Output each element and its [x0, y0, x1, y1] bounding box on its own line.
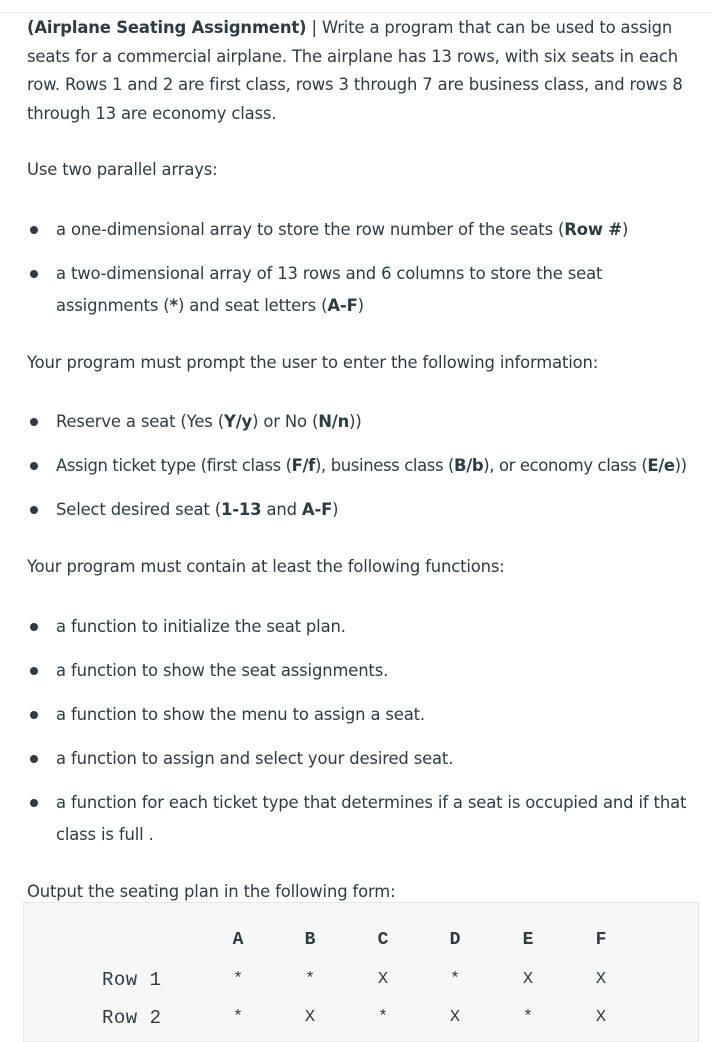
- problem-statement: [27, 14, 695, 906]
- column-header-c: C: [377, 930, 389, 950]
- seat-cell: X: [522, 970, 534, 989]
- list-item-text: ): [332, 500, 339, 519]
- column-header-f: F: [595, 930, 607, 950]
- list-item: [27, 258, 695, 322]
- column-header-e: E: [522, 930, 534, 950]
- list-item-bold: A-F: [301, 500, 333, 519]
- row-label-1: Row 1: [102, 969, 162, 991]
- list-item-text: a two-dimensional array of 13 rows and 6 columns to store the seat assignments (: [56, 263, 603, 315]
- column-header-d: D: [449, 930, 461, 950]
- list-item-text: ): [357, 295, 364, 315]
- output-lead: Output the seating plan in the following form:: [27, 881, 396, 901]
- list-item-bold: *: [169, 295, 178, 315]
- list-item-text: and: [261, 500, 302, 519]
- seat-cell: *: [232, 970, 244, 989]
- list-item: [27, 214, 695, 246]
- seat-cell: X: [595, 1008, 607, 1027]
- seat-cell: *: [522, 1008, 534, 1027]
- list-item: [27, 406, 695, 438]
- list-item-text: Reserve a seat (Yes (: [56, 412, 224, 431]
- list-item-text: )): [674, 456, 687, 475]
- column-header-a: A: [232, 930, 244, 950]
- list-item-text: a one-dimensional array to store the row number of the seats (: [56, 219, 565, 239]
- arrays-lead: Use two parallel arrays:: [27, 160, 218, 179]
- seat-cell: X: [449, 1008, 461, 1027]
- seat-cell: *: [232, 1008, 244, 1027]
- list-item-bold: 1-13: [220, 500, 262, 519]
- list-item: a function to initialize the seat plan.: [27, 611, 695, 643]
- list-item-bold: B/b: [454, 456, 484, 475]
- seat-cell: X: [304, 1008, 316, 1027]
- list-item-text: Assign ticket type (first class (: [56, 456, 292, 475]
- seat-cell: *: [304, 970, 316, 989]
- row-label-2: Row 2: [102, 1007, 162, 1029]
- prompt-list: [27, 406, 695, 526]
- column-header-b: B: [304, 930, 316, 950]
- list-item: a function to show the seat assignments.: [27, 655, 695, 687]
- list-item-bold: Row #: [564, 219, 622, 239]
- list-item: [27, 450, 695, 482]
- list-item-text: ), business class (: [314, 456, 455, 475]
- functions-list: [27, 611, 695, 851]
- list-item-text: ): [622, 219, 629, 239]
- arrays-list: [27, 214, 695, 322]
- list-item-bold: A-F: [327, 295, 358, 315]
- intro-text: Write a program that can be used to assign seats for a commercial airplane. The airplane has 13 rows, with six seats in each row. Rows 1 and 2 are first class, rows 3 through 7 are business class, and rows 8 through 13 are economy class.: [27, 18, 683, 123]
- list-item: [27, 494, 695, 526]
- list-item-text: ) and seat letters (: [177, 295, 328, 315]
- list-item-text: ) or No (: [252, 412, 319, 431]
- list-item: a function to assign and select your desired seat.: [27, 743, 695, 775]
- top-divider: [0, 12, 712, 13]
- list-item-text: ), or economy class (: [483, 456, 648, 475]
- functions-lead: Your program must contain at least the following functions:: [27, 557, 505, 576]
- seat-cell: X: [595, 970, 607, 989]
- seating-plan-example: [23, 902, 699, 1042]
- list-item-bold: N/n: [318, 412, 350, 431]
- list-item-bold: F/f: [291, 456, 315, 475]
- list-item: a function for each ticket type that determines if a seat is occupied and if that class is full .: [27, 787, 695, 851]
- title-separator: |: [306, 18, 322, 37]
- problem-title: (Airplane Seating Assignment): [27, 18, 307, 37]
- seat-cell: X: [377, 970, 389, 989]
- list-item-bold: E/e: [647, 456, 675, 475]
- list-item-text: )): [349, 412, 362, 431]
- intro-paragraph: [27, 14, 695, 128]
- list-item-text: Select desired seat (: [56, 500, 221, 519]
- prompt-lead: Your program must prompt the user to enter the following information:: [27, 352, 599, 372]
- list-item: a function to show the menu to assign a seat.: [27, 699, 695, 731]
- seat-cell: *: [377, 1008, 389, 1027]
- seat-cell: *: [449, 970, 461, 989]
- list-item-bold: Y/y: [223, 412, 253, 431]
